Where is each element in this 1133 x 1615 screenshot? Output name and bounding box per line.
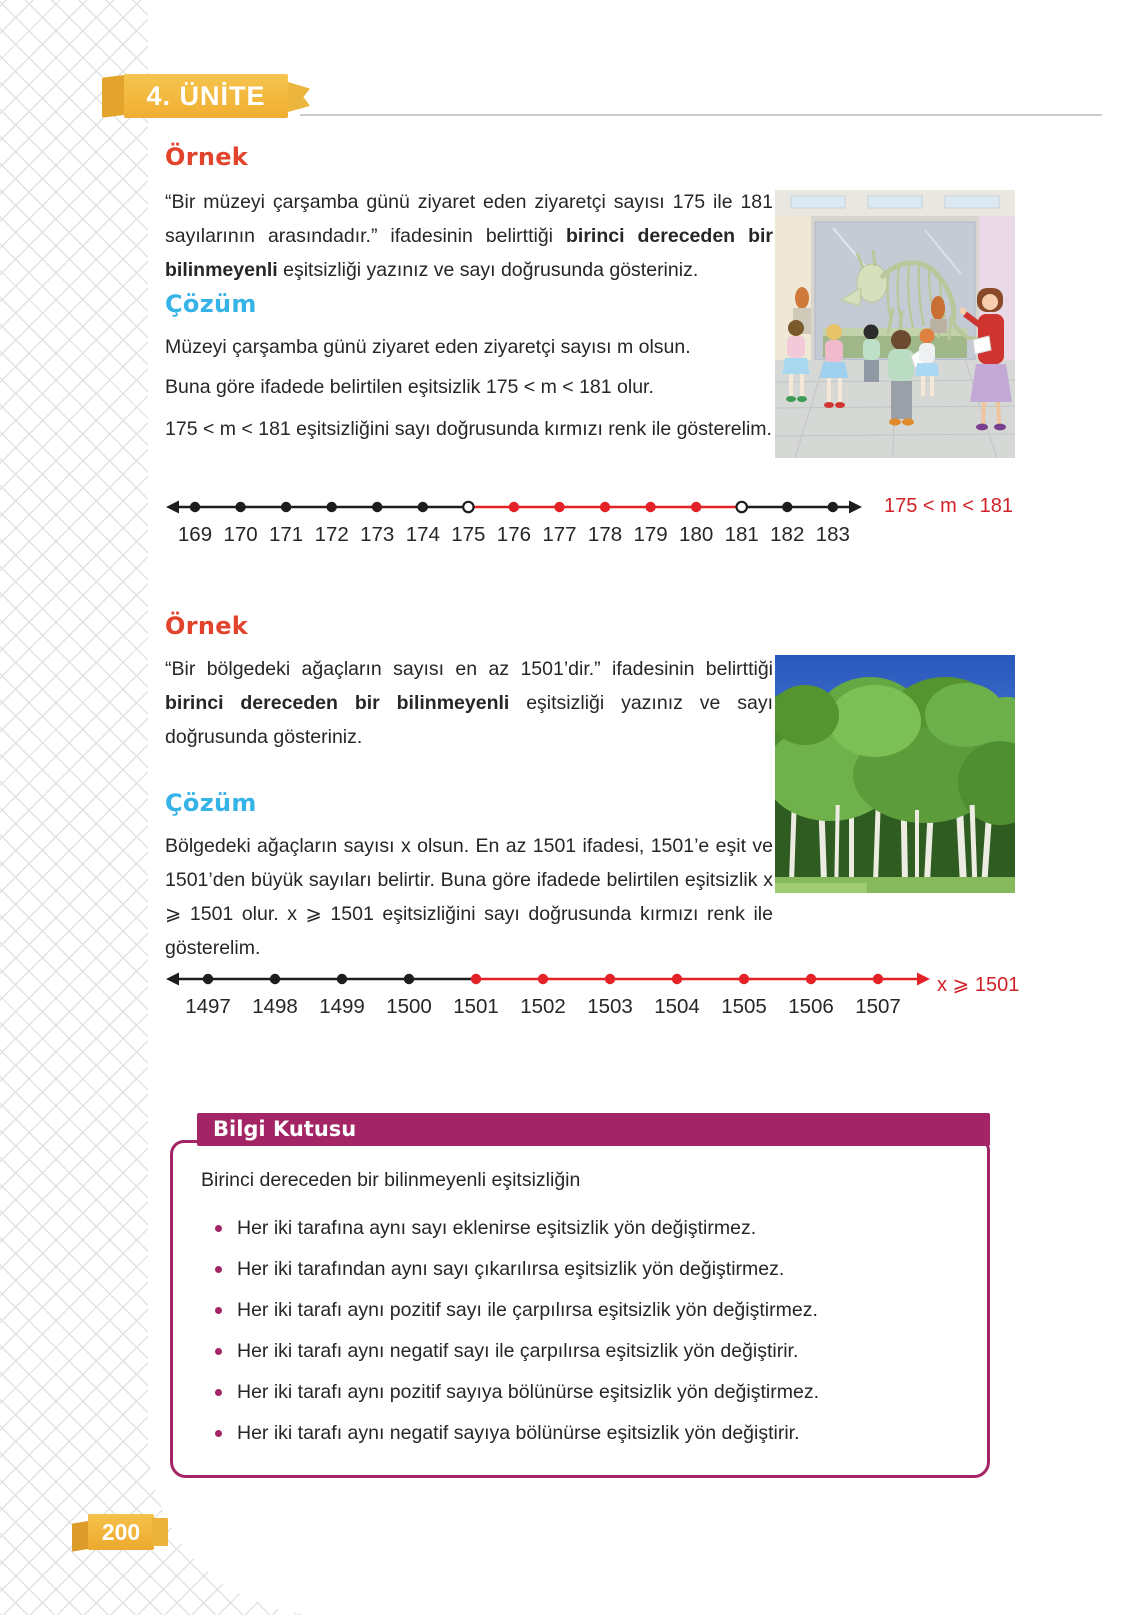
example1-problem-pre: “Bir müzeyi çarşamba günü ziyaret eden ziyaretçi sayısı 175 ile 181 sayılarının arasındadır.” ifadesinin belirttiği	[165, 191, 773, 247]
bullet-text: Her iki tarafına aynı sayı eklenirse eşitsizlik yön değiştirmez.	[237, 1217, 757, 1239]
example2-problem	[165, 652, 773, 754]
info-bullet	[215, 1421, 957, 1446]
example1-solution-heading: Çözüm	[165, 290, 257, 318]
info-box-title: Bilgi Kutusu	[197, 1113, 990, 1146]
bullet-dot-icon	[215, 1307, 222, 1314]
info-box	[170, 1117, 990, 1478]
svg-text:173: 173	[360, 523, 395, 546]
page-number-badge	[72, 1512, 176, 1556]
bullet-text: Her iki tarafından aynı sayı çıkarılırsa eşitsizlik yön değiştirmez.	[237, 1258, 785, 1280]
number-line1-annotation: 175 < m < 181	[884, 495, 1013, 517]
example2-problem-post: eşitsizliği yazınız ve sayı doğrusunda gösteriniz.	[165, 692, 773, 748]
bullet-text: Her iki tarafı aynı negatif sayıya bölünürse eşitsizlik yön değiştirir.	[237, 1422, 800, 1444]
svg-text:178: 178	[587, 523, 623, 546]
svg-text:181: 181	[724, 523, 759, 546]
svg-text:174: 174	[405, 523, 440, 546]
museum-illustration	[775, 190, 1015, 458]
unit-badge	[102, 73, 310, 121]
example1-problem	[165, 185, 773, 287]
example2-solution-heading: Çözüm	[165, 789, 257, 817]
forest-photo	[775, 655, 1015, 893]
bullet-dot-icon	[215, 1225, 222, 1232]
svg-text:180: 180	[679, 523, 714, 546]
svg-text:1504: 1504	[654, 995, 700, 1018]
bullet-dot-icon	[215, 1430, 222, 1437]
example1-heading: Örnek	[165, 143, 249, 171]
svg-text:1499: 1499	[319, 995, 365, 1018]
svg-text:1500: 1500	[386, 995, 432, 1018]
svg-text:1505: 1505	[721, 995, 767, 1018]
svg-text:177: 177	[542, 523, 577, 546]
info-bullet	[215, 1216, 957, 1241]
example1-problem-bold: birinci dereceden bir bilinmeyenli	[165, 225, 773, 281]
bullet-dot-icon	[215, 1348, 222, 1355]
number-line-visitors	[163, 489, 865, 551]
svg-text:1497: 1497	[185, 995, 231, 1018]
svg-text:1506: 1506	[788, 995, 834, 1018]
svg-text:183: 183	[815, 523, 850, 546]
svg-text:1498: 1498	[252, 995, 298, 1018]
svg-text:1507: 1507	[855, 995, 901, 1018]
unit-badge-label: 4. ÜNİTE	[124, 74, 288, 118]
svg-text:1501: 1501	[453, 995, 499, 1018]
example2-problem-pre: “Bir bölgedeki ağaçların sayısı en az 1501’dir.” ifadesinin belirttiği	[165, 658, 773, 680]
page-number: 200	[88, 1514, 154, 1550]
svg-text:1502: 1502	[520, 995, 566, 1018]
svg-text:175: 175	[451, 523, 486, 546]
svg-text:179: 179	[633, 523, 668, 546]
svg-text:1503: 1503	[587, 995, 633, 1018]
bullet-text: Her iki tarafı aynı pozitif sayıya bölünürse eşitsizlik yön değiştirmez.	[237, 1381, 819, 1403]
example1-solution-line2: Buna göre ifadede belirtilen eşitsizlik 175 < m < 181 olur.	[165, 376, 654, 398]
svg-text:171: 171	[269, 523, 304, 546]
bullet-text: Her iki tarafı aynı pozitif sayı ile çarpılırsa eşitsizlik yön değiştirmez.	[237, 1299, 818, 1321]
example2-solution-text: Bölgedeki ağaçların sayısı x olsun. En az 1501 ifadesi, 1501’e eşit ve 1501’den büyük sayıları belirtir. Buna göre ifadede belirtilen eşitsizlik x ⩾ 1501 olur. x ⩾ 1501 eşitsizliğini sayı doğrusunda kırmızı renk ile gösterelim.	[165, 835, 773, 959]
svg-text:182: 182	[770, 523, 805, 546]
svg-text:172: 172	[314, 523, 349, 546]
example2-problem-bold: birinci dereceden bir bilinmeyenli	[165, 692, 510, 714]
info-bullet	[215, 1257, 957, 1282]
svg-text:170: 170	[223, 523, 258, 546]
info-bullet	[215, 1380, 957, 1405]
example1-solution-line1: Müzeyi çarşamba günü ziyaret eden ziyaretçi sayısı m olsun.	[165, 336, 691, 358]
bullet-dot-icon	[215, 1266, 222, 1273]
example2-heading: Örnek	[165, 612, 249, 640]
info-bullet-list	[201, 1216, 957, 1446]
header-rule	[300, 114, 1102, 116]
page-ribbon-right-fold	[152, 1518, 168, 1546]
bullet-text: Her iki tarafı aynı negatif sayı ile çarpılırsa eşitsizlik yön değiştirir.	[237, 1340, 799, 1362]
info-bullet	[215, 1298, 957, 1323]
svg-text:176: 176	[496, 523, 532, 546]
ribbon-right-fold	[288, 82, 310, 112]
info-box-intro: Birinci dereceden bir bilinmeyenli eşitsizliğin	[201, 1169, 581, 1191]
info-bullet	[215, 1339, 957, 1364]
example1-problem-post: eşitsizliği yazınız ve sayı doğrusunda gösteriniz.	[277, 259, 699, 281]
example1-solution-line3: 175 < m < 181 eşitsizliğini sayı doğrusunda kırmızı renk ile gösterelim.	[165, 418, 772, 440]
bullet-dot-icon	[215, 1389, 222, 1396]
svg-text:169: 169	[177, 523, 213, 546]
number-line-trees	[163, 961, 933, 1023]
number-line2-annotation: x ⩾ 1501	[937, 974, 1020, 996]
